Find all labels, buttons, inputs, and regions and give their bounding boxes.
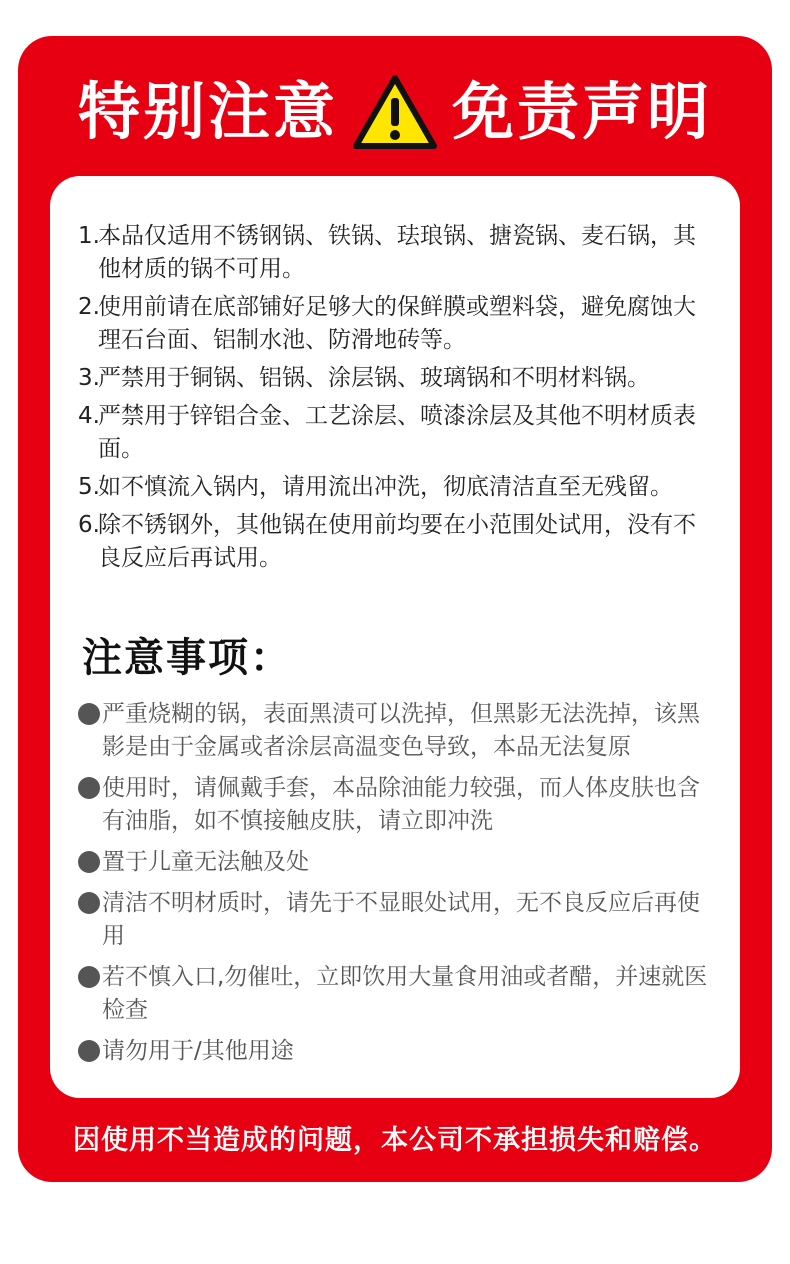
- rule-text: 本品仅适用不锈钢锅、铁锅、珐琅锅、搪瓷锅、麦石锅，其他材质的锅不可用。: [98, 223, 696, 282]
- rule-number: 2.: [78, 294, 100, 320]
- bullet-dot-icon: [78, 966, 100, 988]
- notes-list: [78, 698, 720, 1076]
- note-item: [78, 961, 720, 1027]
- bullet-dot-icon: [78, 892, 100, 914]
- note-item: [78, 1035, 720, 1068]
- note-text: 清洁不明材质时，请先于不显眼处试用，无不良反应后再使用: [102, 890, 700, 949]
- rule-item: [78, 291, 718, 357]
- rule-number: 5.: [78, 474, 100, 500]
- bullet-dot-icon: [78, 851, 100, 873]
- title-disclaimer: 免责声明: [452, 75, 713, 148]
- bullet-dot-icon: [78, 703, 100, 725]
- note-item: [78, 887, 720, 953]
- bullet-dot-icon: [78, 1040, 100, 1062]
- rule-number: 1.: [78, 223, 100, 249]
- header: [0, 62, 790, 162]
- content-panel: [50, 176, 740, 1098]
- rule-text: 使用前请在底部铺好足够大的保鲜膜或塑料袋，避免腐蚀大理石台面、铝制水池、防滑地砖等。: [98, 294, 696, 353]
- title-special-notice: 特别注意: [77, 75, 338, 148]
- rule-item: [78, 220, 718, 286]
- rule-item: [78, 471, 718, 504]
- notes-heading: 注意事项：: [82, 635, 292, 681]
- note-text: 请勿用于/其他用途: [102, 1038, 294, 1064]
- rule-number: 6.: [78, 512, 100, 538]
- note-text: 若不慎入口,勿催吐，立即饮用大量食用油或者醋，并速就医检查: [102, 964, 708, 1023]
- footer-disclaimer: 因使用不当造成的问题，本公司不承担损失和赔偿。: [73, 1125, 717, 1156]
- note-item: [78, 846, 720, 879]
- note-item: [78, 698, 720, 764]
- rule-item: [78, 509, 718, 575]
- note-text: 使用时，请佩戴手套，本品除油能力较强，而人体皮肤也含有油脂，如不慎接触皮肤，请立即冲洗: [102, 775, 700, 834]
- bullet-dot-icon: [78, 777, 100, 799]
- note-text: 严重烧糊的锅，表面黑渍可以洗掉，但黑影无法洗掉，该黑影是由于金属或者涂层高温变色导致，本品无法复原: [102, 701, 700, 760]
- note-item: [78, 772, 720, 838]
- rule-text: 严禁用于锌铝合金、工艺涂层、喷漆涂层及其他不明材质表面。: [98, 403, 696, 462]
- note-text: 置于儿童无法触及处: [102, 849, 309, 875]
- rule-text: 除不锈钢外，其他锅在使用前均要在小范围处试用，没有不良反应后再试用。: [98, 512, 696, 571]
- warning-triangle-icon: [352, 74, 438, 150]
- rule-text: 如不慎流入锅内，请用流出冲洗，彻底清洁直至无残留。: [98, 474, 673, 500]
- rule-number: 4.: [78, 403, 100, 429]
- rule-number: 3.: [78, 365, 100, 391]
- rule-item: [78, 400, 718, 466]
- rule-text: 严禁用于铜锅、铝锅、涂层锅、玻璃锅和不明材料锅。: [98, 365, 650, 391]
- rules-list: [78, 220, 718, 580]
- rule-item: [78, 362, 718, 395]
